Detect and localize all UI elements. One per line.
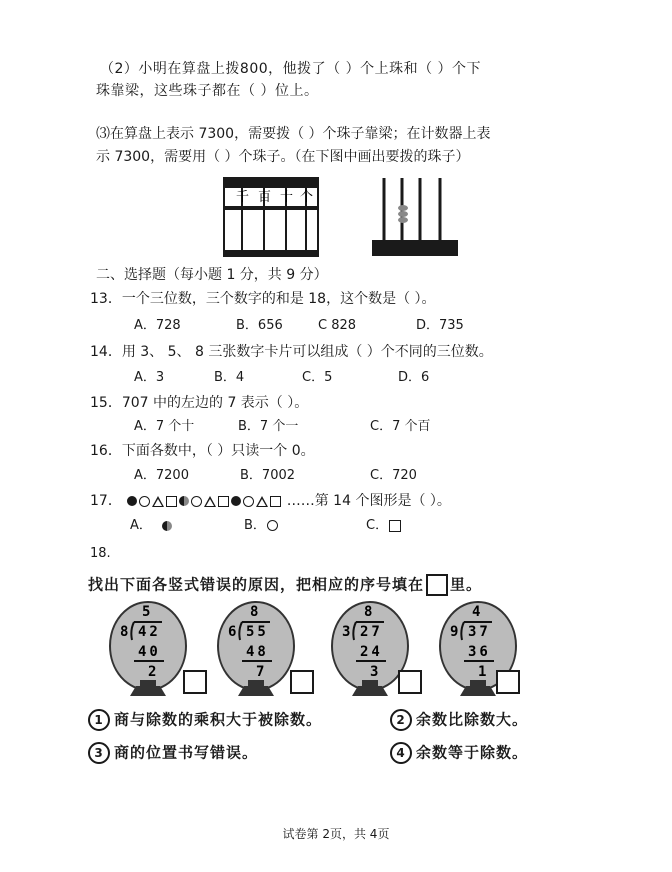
option-15-b: B．7 个一: [238, 419, 299, 434]
option-16-b: B．7002: [240, 468, 296, 483]
answer-box-4[interactable]: [496, 670, 520, 694]
abacus-question-line2: 珠靠梁，这些珠子都在（ ）位上。: [96, 83, 319, 99]
answer-box-3[interactable]: [398, 670, 422, 694]
division-tree-2: [218, 602, 294, 696]
tree-2-quotient: 8: [250, 604, 259, 620]
tree-2-remainder: 7: [256, 664, 265, 680]
abacus-label-thousands: 千: [236, 190, 250, 205]
triangle-icon: [204, 496, 216, 507]
tree-3-remainder: 3: [370, 664, 379, 680]
question-15: [90, 394, 308, 412]
option-17-a: A．: [130, 518, 173, 534]
reason-4: 4 余数等于除数。: [390, 742, 528, 764]
filled-circle-icon: [179, 496, 189, 506]
option-17-c: C．: [366, 518, 402, 534]
question-text: 下面各数中，（ ）只读一个 0。: [121, 443, 315, 459]
shape-sequence: [126, 493, 286, 509]
filled-circle-icon: [127, 496, 137, 506]
counter-question-line2: 示 7300，需要用（ ）个珠子。（在下图中画出要拨的珠子）: [96, 149, 470, 165]
answer-box-1[interactable]: [183, 670, 207, 694]
tree-1-divisor: 8: [120, 624, 129, 640]
reason-number: 3: [88, 742, 110, 764]
reason-number: 2: [390, 709, 412, 731]
square-icon: [270, 496, 281, 507]
counter-figure: [370, 174, 460, 260]
option-13-a: A．728: [134, 318, 181, 333]
tree-2-divisor: 6: [228, 624, 237, 640]
tree-4-product: 36: [468, 644, 491, 660]
question-text: ……第 14 个图形是（ ）。: [286, 493, 451, 509]
option-16-a: A．7200: [134, 468, 189, 483]
option-15-a: A．7 个十: [134, 419, 195, 434]
question-number: 16．: [90, 443, 122, 459]
circle-icon: [139, 496, 150, 507]
question-14: [90, 343, 493, 361]
triangle-icon: [256, 496, 268, 507]
question-number: 13．: [90, 291, 122, 307]
question-text: 一个三位数，三个数字的和是 18，这个数是（ ）。: [121, 291, 436, 307]
question-18-number: 18.: [90, 546, 111, 561]
question-text: 707 中的左边的 7 表示（ ）。: [121, 395, 309, 411]
section-title-choice: 二、选择题（每小题 1 分，共 9 分）: [96, 267, 328, 283]
option-13-b: B．656: [236, 318, 283, 333]
circle-icon: [243, 496, 254, 507]
tree-1-quotient: 5: [142, 604, 151, 620]
abacus-label-ones: 个: [300, 190, 314, 205]
reason-number: 1: [88, 709, 110, 731]
reason-number: 4: [390, 742, 412, 764]
answer-box-icon: [426, 574, 448, 596]
tree-2-dividend: 55: [246, 624, 269, 640]
option-16-c: C．720: [370, 468, 417, 483]
division-tree-1: [110, 602, 186, 696]
question-16: [90, 442, 315, 460]
tree-4-divisor: 9: [450, 624, 459, 640]
tree-1-remainder: 2: [148, 664, 157, 680]
square-icon: [218, 496, 229, 507]
tree-4-quotient: 4: [472, 604, 481, 620]
abacus-figure: [222, 176, 320, 258]
option-14-a: A．3: [134, 370, 165, 385]
reason-2: 2 余数比除数大。: [390, 709, 528, 731]
option-14-d: D．6: [398, 370, 430, 385]
abacus-label-hundreds: 百: [258, 190, 272, 205]
option-15-c: C．7 个百: [370, 419, 431, 434]
question-number: 15．: [90, 395, 122, 411]
tree-4-remainder: 1: [478, 664, 487, 680]
option-14-c: C．5: [302, 370, 333, 385]
filled-circle-icon: [162, 521, 172, 531]
question-13: [90, 290, 436, 308]
abacus-question-line1: （2）小明在算盘上拨800，他拨了（ ）个上珠和（ ）个下: [100, 61, 482, 77]
tree-1-dividend: 42: [138, 624, 161, 640]
square-icon: [166, 496, 177, 507]
abacus-label-tens: 十: [280, 190, 294, 205]
tree-1-product: 40: [138, 644, 161, 660]
question-number: 14．: [90, 344, 122, 360]
question-text: 用 3、 5、 8 三张数字卡片可以组成（ ）个不同的三位数。: [121, 344, 493, 360]
tree-4-dividend: 37: [468, 624, 491, 640]
reason-3: 3 商的位置书写错误。: [88, 742, 258, 764]
answer-box-2[interactable]: [290, 670, 314, 694]
circle-icon: [191, 496, 202, 507]
question-number: 17．: [90, 493, 122, 509]
page-footer: 试卷第 2页，共 4页: [282, 827, 390, 841]
option-17-b: B．: [244, 518, 279, 534]
circle-icon: [267, 520, 278, 531]
square-icon: [389, 520, 401, 532]
option-13-c: C 828: [318, 318, 357, 333]
question-18-instruction: 找出下面各竖式错误的原因，把相应的序号填在 里。: [88, 574, 482, 596]
option-14-b: B．4: [214, 370, 245, 385]
division-trees: [100, 600, 540, 700]
filled-circle-icon: [231, 496, 241, 506]
question-17: [90, 492, 451, 510]
tree-3-product: 24: [360, 644, 383, 660]
tree-3-quotient: 8: [364, 604, 373, 620]
option-13-d: D．735: [416, 318, 464, 333]
tree-2-product: 48: [246, 644, 269, 660]
division-tree-3: [332, 602, 408, 696]
reason-1: 1 商与除数的乘积大于被除数。: [88, 709, 322, 731]
triangle-icon: [152, 496, 164, 507]
tree-3-dividend: 27: [360, 624, 383, 640]
tree-3-divisor: 3: [342, 624, 351, 640]
counter-question-line1: ⑶在算盘上表示 7300，需要拨（ ）个珠子靠梁；在计数器上表: [96, 126, 491, 142]
